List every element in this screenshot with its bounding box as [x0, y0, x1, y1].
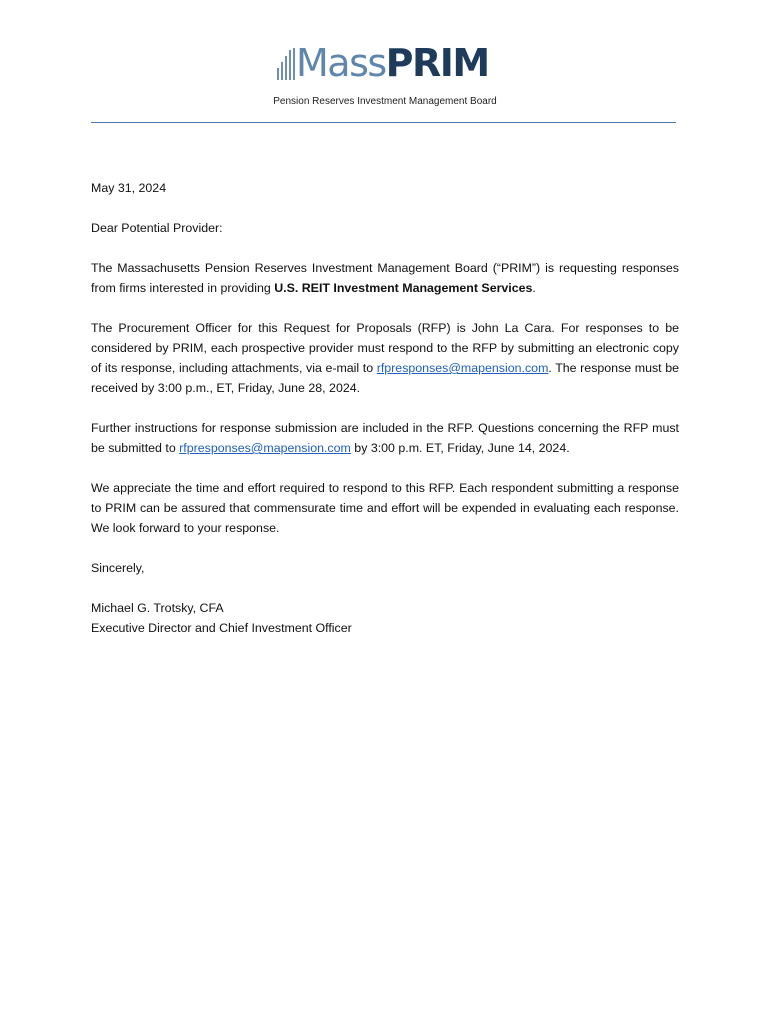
- letter-body: [91, 178, 679, 638]
- signer-name: Michael G. Trotsky, CFA: [91, 601, 224, 615]
- organization-name: Pension Reserves Investment Management Board: [273, 96, 497, 107]
- paragraph-appreciation: We appreciate the time and effort required to respond to this RFP. Each respondent submitting a response to PRIM can be assured that commensurate time and effort will be expended in evaluating each response. We look forward to your response.: [91, 481, 679, 535]
- paragraph-intro-text: The Massachusetts Pension Reserves Investment Management Board (“PRIM”) is requesting responses from firms interested in providing: [91, 261, 679, 295]
- paragraph-procurement-text: The Procurement Officer for this Request for Proposals (RFP) is John La Cara. For responses to be considered by PRIM, each prospective provider must respond to the RFP by submitting an electronic copy of its response, including attachments, via e-mail to: [91, 321, 679, 375]
- letter-closing: Sincerely,: [91, 561, 145, 575]
- paragraph-instructions-text: Further instructions for response submission are included in the RFP. Questions concerning the RFP must be submitted to: [91, 421, 679, 455]
- logo-bars-icon: [277, 48, 295, 80]
- letterhead-divider: [91, 122, 676, 123]
- service-name: U.S. REIT Investment Management Services: [274, 281, 533, 295]
- paragraph-procurement: [91, 318, 679, 398]
- logo-wordmark: [296, 41, 489, 85]
- paragraph-intro: [91, 258, 679, 298]
- email-link[interactable]: rfpresponses@mapension.com: [179, 441, 351, 455]
- signature-block: [91, 598, 679, 638]
- logo-mass-text: Mass: [296, 41, 386, 85]
- paragraph-procurement-end: . The response must be received by 3:00 p.m., ET, Friday, June 28, 2024.: [91, 361, 679, 395]
- paragraph-instructions-end: by 3:00 p.m. ET, Friday, June 14, 2024.: [350, 441, 570, 455]
- email-link[interactable]: rfpresponses@mapension.com: [376, 361, 549, 375]
- letter-salutation: Dear Potential Provider:: [91, 221, 223, 235]
- masspRIM-logo: [277, 41, 497, 85]
- logo-prim-text: PRIM: [385, 41, 489, 85]
- signer-title: Executive Director and Chief Investment Officer: [91, 621, 352, 635]
- paragraph-instructions: [91, 418, 679, 458]
- paragraph-intro-end: .: [532, 281, 536, 295]
- letter-date: May 31, 2024: [91, 181, 167, 195]
